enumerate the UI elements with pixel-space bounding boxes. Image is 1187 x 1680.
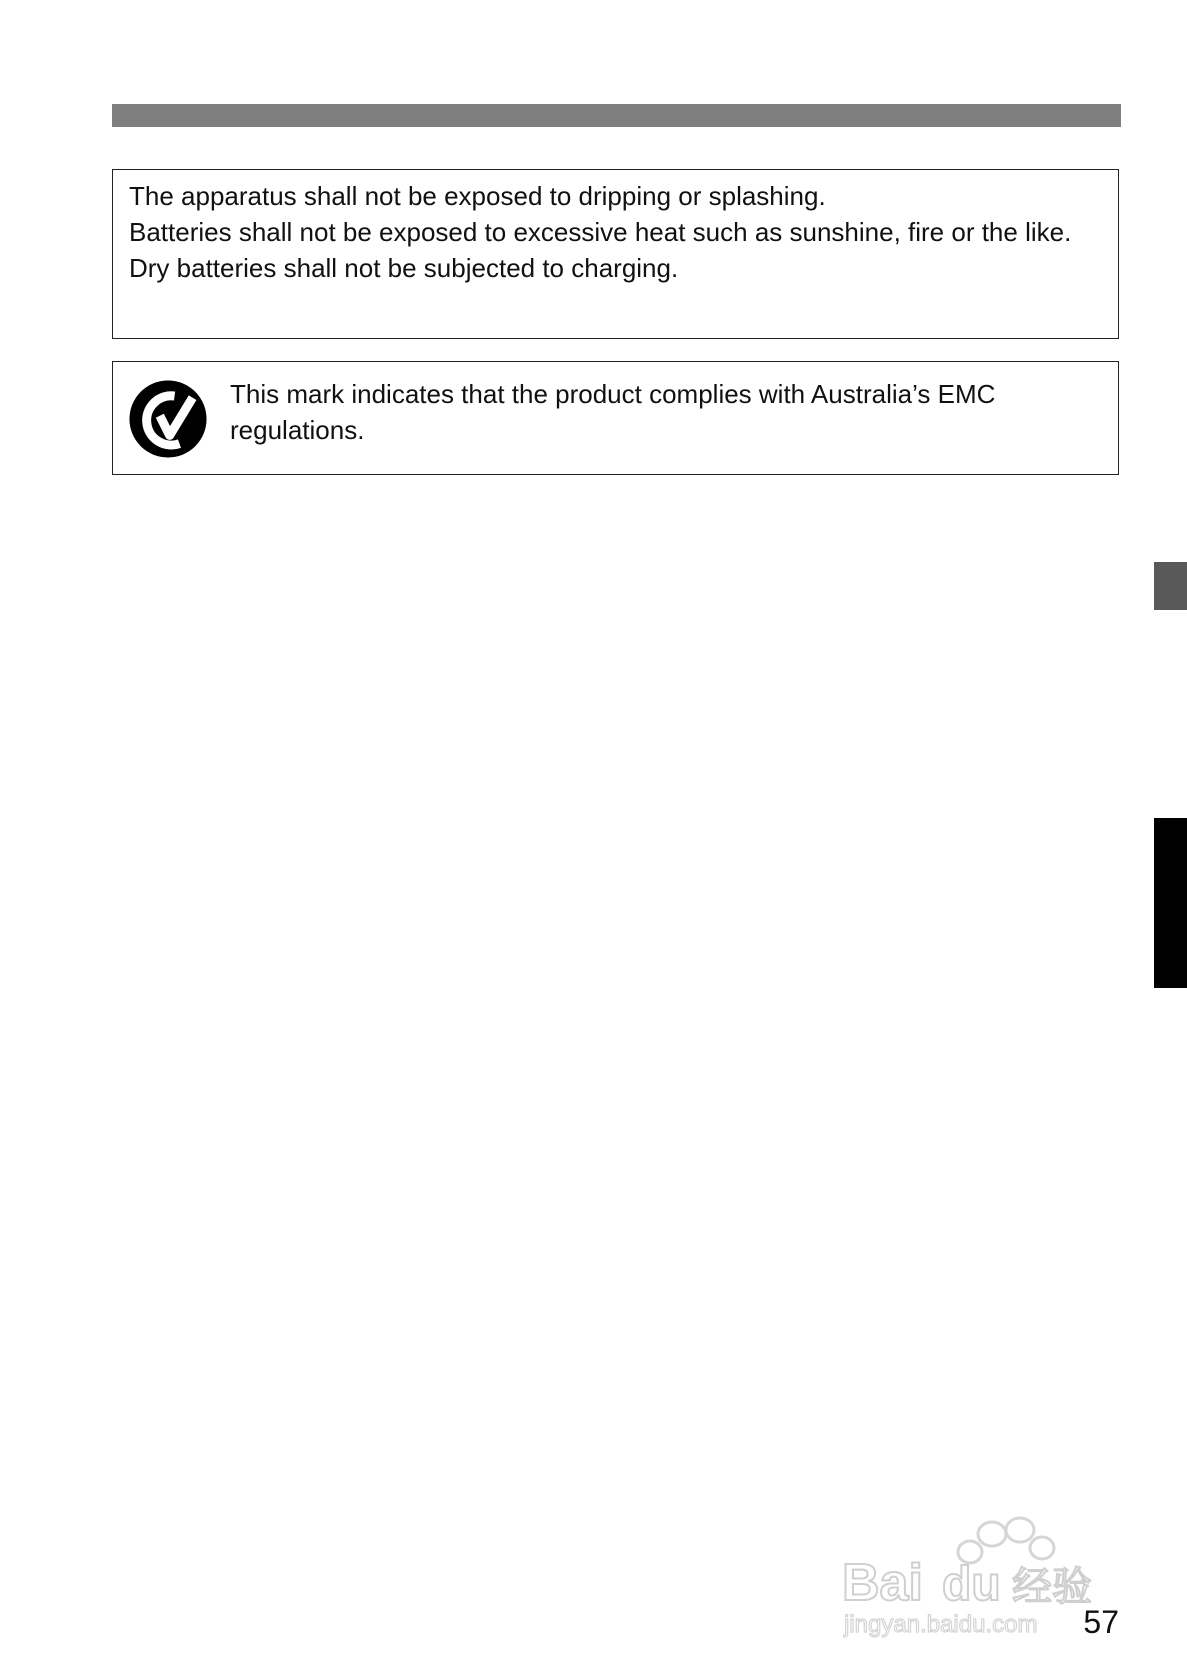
- watermark-url: jingyan.baidu.com: [844, 1611, 1038, 1638]
- warning-notice-box: [112, 169, 1119, 339]
- svg-text:du: du: [942, 1558, 1001, 1611]
- emc-mark-box: [112, 361, 1119, 475]
- section-header-bar: [112, 104, 1121, 127]
- chapter-tab-black: [1154, 818, 1187, 988]
- warning-line-charging: Dry batteries shall not be subjected to charging.: [129, 253, 679, 283]
- baidu-watermark: [842, 1500, 1112, 1640]
- page-number: 57: [1083, 1604, 1119, 1640]
- c-tick-icon: [127, 378, 209, 460]
- warning-line-heat: Batteries shall not be exposed to excessive heat such as sunshine, fire or the like.: [129, 217, 1072, 247]
- warning-line-splashing: The apparatus shall not be exposed to dripping or splashing.: [129, 181, 826, 211]
- svg-text:Bai: Bai: [842, 1554, 923, 1612]
- svg-text:经验: 经验: [1012, 1564, 1092, 1610]
- chapter-tab-gray: [1154, 562, 1187, 610]
- emc-mark-description: This mark indicates that the product complies with Australia’s EMC regulations.: [230, 379, 996, 445]
